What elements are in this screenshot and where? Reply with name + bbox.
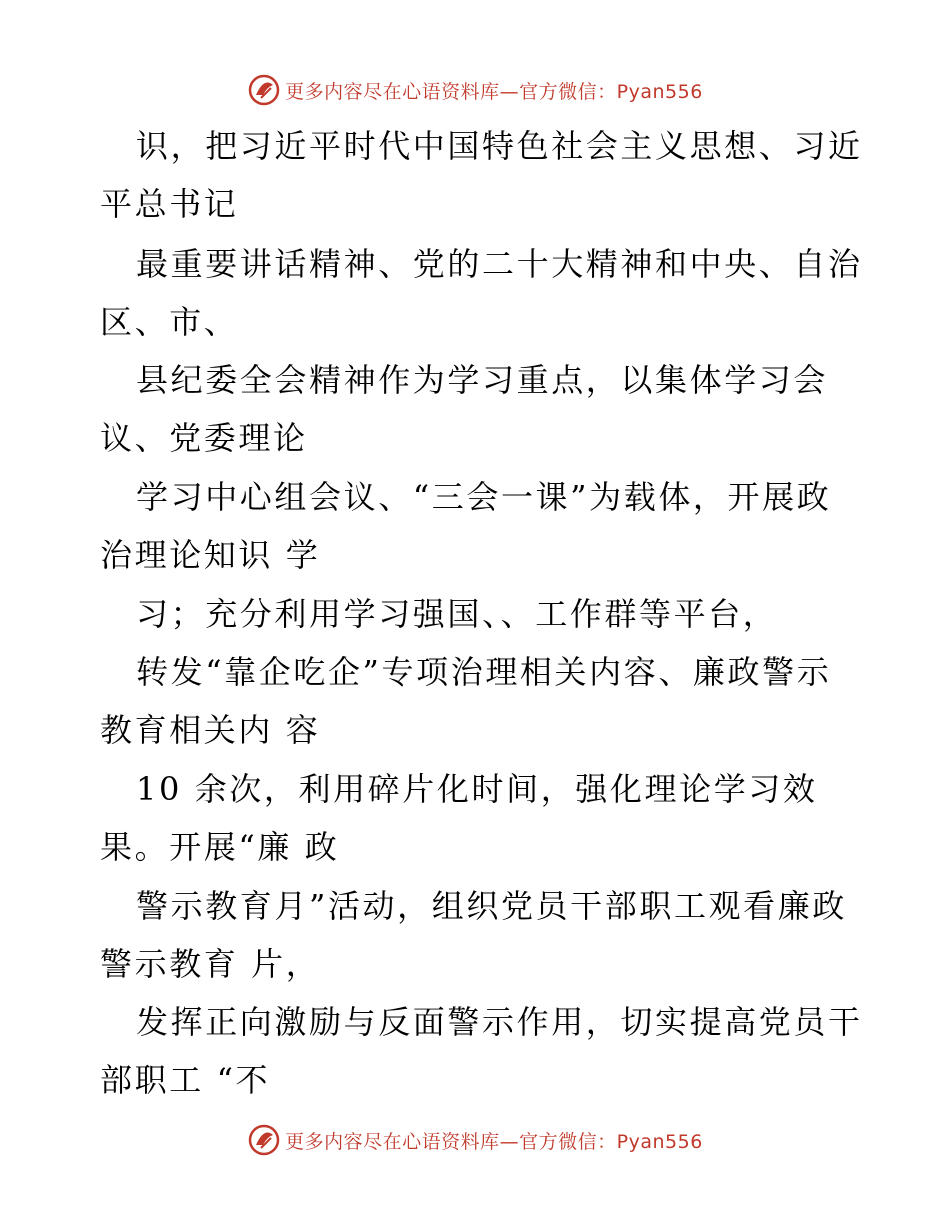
body-line: 发挥正向激励与反面警示作用，切实提高党员干 — [136, 1003, 863, 1041]
body-line: 警示教育月”活动，组织党员干部职工观看廉政 — [136, 887, 847, 925]
body-line: 转发“靠企吃企”专项治理相关内容、廉政警示 — [136, 653, 832, 691]
body-line: 平总书记 — [100, 185, 239, 223]
body-line: 果。开展“廉 政 — [100, 828, 340, 866]
body-line: 警示教育 片， — [100, 945, 321, 983]
brand-logo-icon — [247, 1123, 281, 1157]
body-line: 县纪委全会精神作为学习重点，以集体学习会 — [136, 361, 829, 399]
body-line: 部职工 “不 — [100, 1061, 271, 1099]
header-watermark-text: 更多内容尽在心语资料库—官方微信：Pyan556 — [285, 80, 703, 103]
body-line: 治理论知识 学 — [100, 536, 321, 574]
footer-watermark-text: 更多内容尽在心语资料库—官方微信：Pyan556 — [285, 1130, 703, 1153]
body-line: 区、市、 — [100, 303, 239, 341]
body-line: 教育相关内 容 — [100, 711, 321, 749]
body-line: 10 余次，利用碎片化时间，强化理论学习效 — [136, 770, 818, 808]
body-line: 识，把习近平时代中国特色社会主义思想、习近 — [136, 127, 863, 165]
body-line: 习；充分利用学习强国、、工作群等平台， — [136, 595, 778, 633]
body-line: 议、党委理论 — [100, 419, 308, 457]
body-line: 最重要讲话精神、党的二十大精神和中央、自治 — [136, 245, 863, 283]
footer-watermark-banner — [0, 1120, 950, 1160]
body-line: 学习中心组会议、“三会一课”为载体，开展政 — [136, 478, 832, 516]
